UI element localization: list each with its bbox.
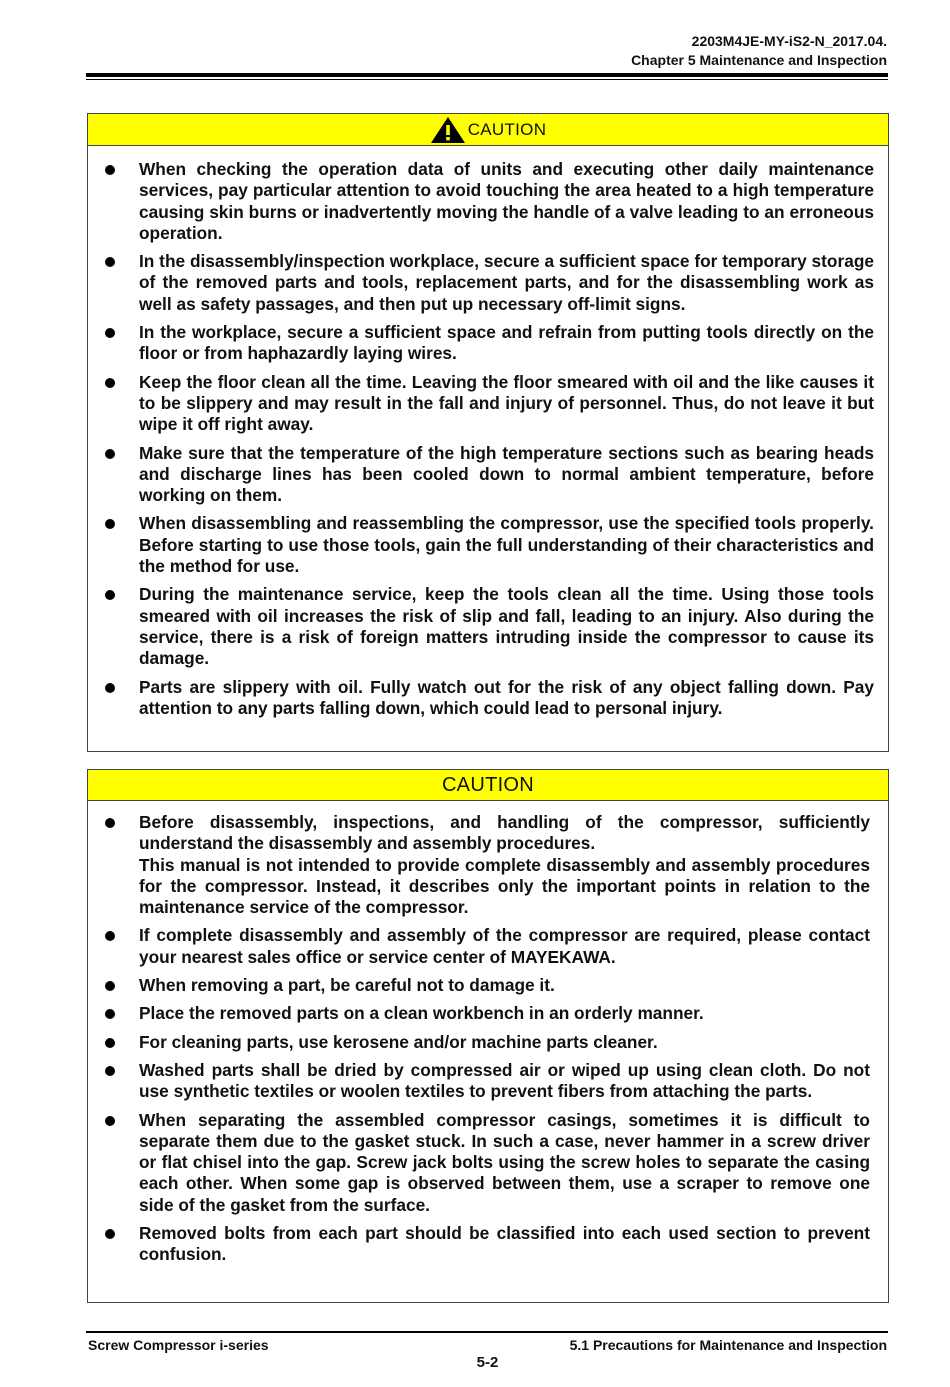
list-item bbox=[88, 925, 870, 968]
list-item bbox=[88, 584, 874, 669]
footer-section: 5.1 Precautions for Maintenance and Inspection bbox=[569, 1337, 887, 1353]
list-item bbox=[88, 1032, 870, 1053]
list-item bbox=[88, 1110, 870, 1216]
bullet-icon bbox=[105, 981, 115, 991]
bullet-icon bbox=[105, 1009, 115, 1019]
list-item bbox=[88, 975, 870, 996]
item-text: Before disassembly, inspections, and handling of the compressor, sufficiently understand the disassembly and assembly procedures. bbox=[139, 812, 870, 854]
item-text: When checking the operation data of units and executing other daily maintenance services, pay particular attention to avoid touching the area heated to a high temperature causing skin burns or inadvertently moving the handle of a valve leading to an erroneous operation. bbox=[139, 159, 874, 243]
item-text: Removed bolts from each part should be classified into each used section to prevent confusion. bbox=[139, 1223, 870, 1265]
header-rule bbox=[86, 73, 888, 77]
list-item bbox=[88, 677, 874, 720]
item-text: For cleaning parts, use kerosene and/or machine parts cleaner. bbox=[139, 1031, 658, 1052]
bullet-icon bbox=[105, 1229, 115, 1239]
bullet-icon bbox=[105, 165, 115, 175]
item-text: Make sure that the temperature of the high temperature sections such as bearing heads and discharge lines has been cooled down to normal ambient temperature, before working on them. bbox=[139, 442, 874, 506]
list-item bbox=[88, 159, 874, 244]
list-item bbox=[88, 322, 874, 365]
caution-box-1 bbox=[87, 113, 889, 752]
warning-triangle-icon bbox=[430, 116, 466, 144]
item-text: Washed parts shall be dried by compressed air or wiped up using clean cloth. Do not use synthetic textiles or woolen textiles to prevent fibers from attaching the parts. bbox=[139, 1059, 870, 1102]
footer-product: Screw Compressor i-series bbox=[88, 1337, 269, 1353]
chapter-title: Chapter 5 Maintenance and Inspection bbox=[631, 52, 887, 68]
bullet-icon bbox=[105, 590, 115, 600]
bullet-icon bbox=[105, 1038, 115, 1048]
bullet-icon bbox=[105, 378, 115, 388]
caution-box-2 bbox=[87, 769, 889, 1303]
list-item bbox=[88, 1223, 870, 1266]
caution-list-2 bbox=[88, 801, 888, 1266]
bullet-icon bbox=[105, 818, 115, 828]
header-rule-thin bbox=[86, 79, 888, 80]
list-item bbox=[88, 812, 870, 918]
bullet-icon bbox=[105, 519, 115, 529]
item-text: In the workplace, secure a sufficient space and refrain from putting tools directly on the floor or from haphazardly laying wires. bbox=[139, 322, 874, 364]
list-item bbox=[88, 1003, 870, 1024]
caution-list-1 bbox=[88, 146, 888, 719]
item-note: This manual is not intended to provide complete disassembly and assembly procedures for the compressor. Instead, it describes only the important points in relation to the maintenance service of the compressor. bbox=[139, 854, 870, 918]
list-item bbox=[88, 443, 874, 507]
page-header bbox=[631, 32, 887, 70]
item-text: When disassembling and reassembling the compressor, use the specified tools properly. Before starting to use those tools, gain the full understanding of their characteristics and the method for use. bbox=[139, 513, 874, 577]
item-text: In the disassembly/inspection workplace, secure a sufficient space for temporary storage of the removed parts and tools, replacement parts, and for the disassembling work as well as safety passages, and then put up necessary off-limit signs. bbox=[139, 251, 874, 314]
bullet-icon bbox=[105, 931, 115, 941]
bullet-icon bbox=[105, 449, 115, 459]
caution-header-1 bbox=[88, 114, 888, 146]
caution-title-2: CAUTION bbox=[441, 773, 535, 796]
item-text: Parts are slippery with oil. Fully watch out for the risk of any object falling down. Pay attention to any parts falling down, which could lead to personal injury. bbox=[139, 676, 874, 718]
item-text: Place the removed parts on a clean workbench in an orderly manner. bbox=[139, 1003, 704, 1024]
caution-title-1: CAUTION bbox=[467, 119, 547, 139]
list-item bbox=[88, 513, 874, 577]
bullet-icon bbox=[105, 1116, 115, 1126]
item-text: When removing a part, be careful not to damage it. bbox=[139, 975, 555, 996]
list-item bbox=[88, 251, 874, 315]
item-text: During the maintenance service, keep the tools clean all the time. Using those tools smeared with oil increases the risk of slip and fall, leading to an injury. Also during the service, there is a risk of foreign matters intruding inside the compressor to cause its damage. bbox=[139, 584, 874, 669]
list-item bbox=[88, 372, 874, 436]
caution-header-2 bbox=[88, 770, 888, 801]
footer-rule bbox=[86, 1331, 888, 1333]
bullet-icon bbox=[105, 683, 115, 693]
list-item bbox=[88, 1060, 870, 1103]
bullet-icon bbox=[105, 1066, 115, 1076]
bullet-icon bbox=[105, 257, 115, 267]
page-number: 5-2 bbox=[476, 1354, 499, 1371]
item-text: When separating the assembled compressor casings, sometimes it is difficult to separate them due to the gasket stuck. In such a case, never hammer in a screw driver or flat chisel into the gap. Screw jack bolts using the screw holes to separate the casing each other. When some gap is observed between them, use a scraper to remove one side of the gasket from the surface. bbox=[139, 1109, 870, 1215]
document-id: 2203M4JE-MY-iS2-N_2017.04. bbox=[691, 33, 887, 49]
bullet-icon bbox=[105, 328, 115, 338]
item-text: Keep the floor clean all the time. Leaving the floor smeared with oil and the like causes it to be slippery and may result in the fall and injury of personnel. Thus, do not leave it but wipe it off right away. bbox=[139, 371, 874, 435]
item-text: If complete disassembly and assembly of the compressor are required, please contact your nearest sales office or service center of MAYEKAWA. bbox=[139, 925, 870, 967]
